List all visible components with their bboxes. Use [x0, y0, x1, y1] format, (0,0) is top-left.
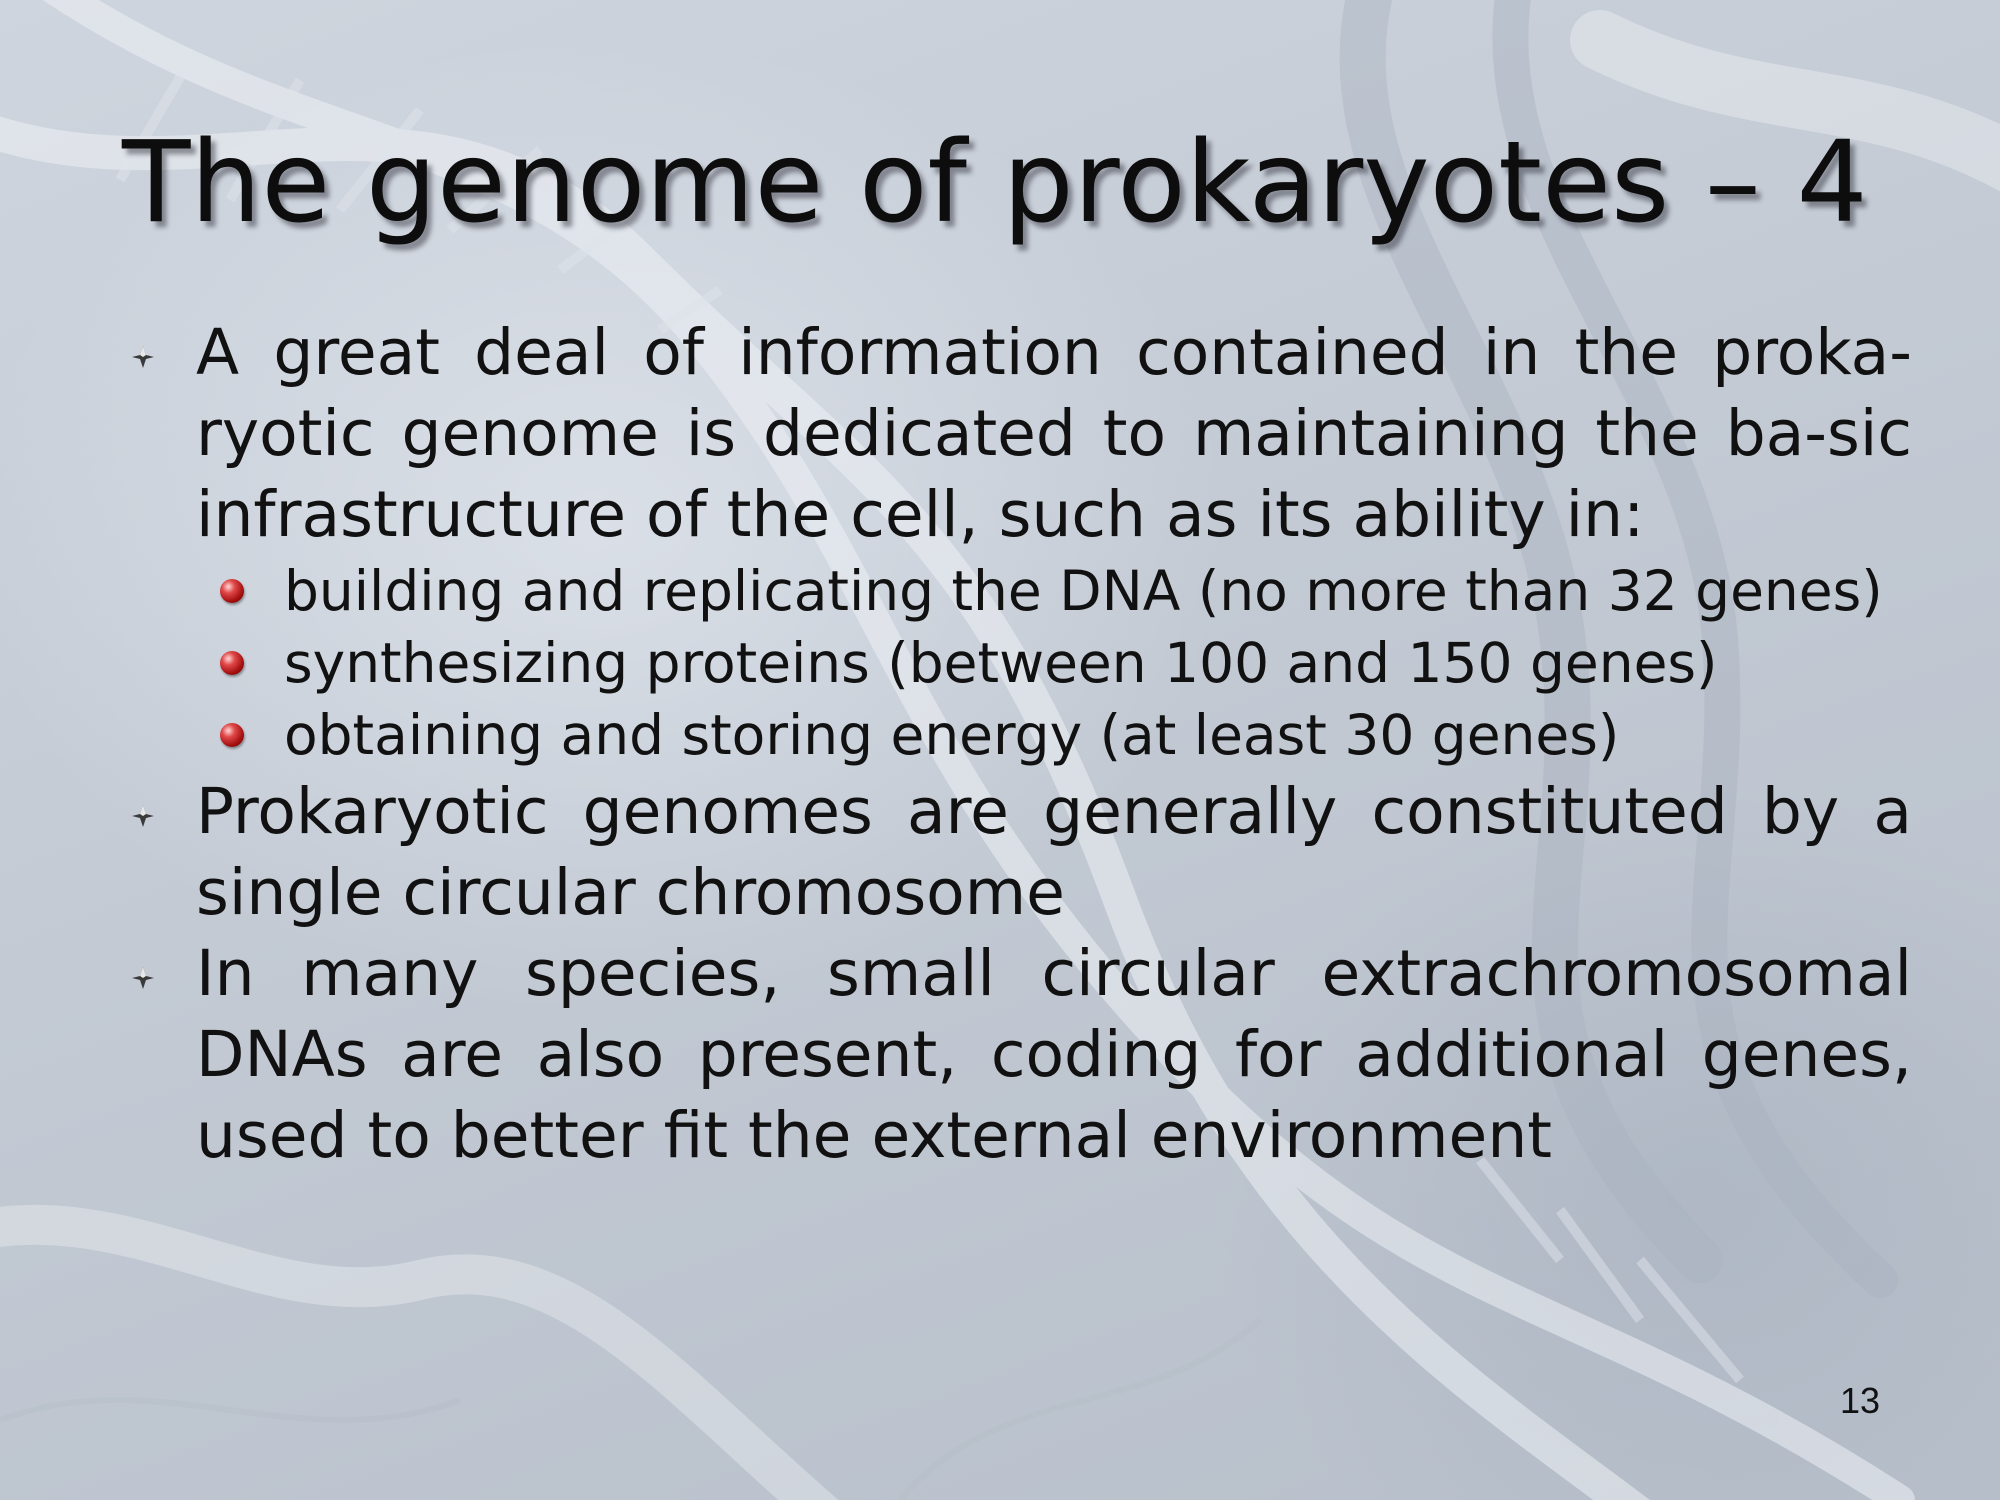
- sub-bullet-text: obtaining and storing energy (at least 30 genes): [284, 703, 1620, 767]
- sub-bullet-item: [218, 699, 1912, 771]
- bullet-item-extrachromosomal: [130, 933, 1912, 1176]
- diamond-bullet-icon: [130, 965, 156, 991]
- bullet-item-chromosome: [130, 771, 1912, 933]
- slide-content: [130, 312, 1912, 1176]
- red-sphere-bullet-icon: [220, 651, 244, 675]
- diamond-bullet-icon: [130, 344, 156, 370]
- page-number: 13: [1839, 1380, 1880, 1421]
- bullet-text: A great deal of information contained in the proka-ryotic genome is dedicated to maintaining the ba-sic infrastructure of the cell, such as its ability in:: [196, 316, 1912, 551]
- diamond-bullet-icon: [130, 803, 156, 829]
- red-sphere-bullet-icon: [220, 579, 244, 603]
- sub-bullet-list: [130, 555, 1912, 771]
- sub-bullet-text: synthesizing proteins (between 100 and 150 genes): [284, 631, 1718, 695]
- red-sphere-bullet-icon: [220, 723, 244, 747]
- bullet-item-infrastructure: [130, 312, 1912, 555]
- sub-bullet-item: [218, 627, 1912, 699]
- bullet-text: Prokaryotic genomes are generally constituted by a single circular chromosome: [196, 775, 1912, 929]
- bullet-text: In many species, small circular extrachromosomal DNAs are also present, coding for additional genes, used to better fit the external environment: [196, 937, 1912, 1172]
- slide-title: The genome of prokaryotes – 4: [122, 118, 1868, 248]
- sub-bullet-text: building and replicating the DNA (no more than 32 genes): [284, 559, 1883, 623]
- sub-bullet-item: [218, 555, 1912, 627]
